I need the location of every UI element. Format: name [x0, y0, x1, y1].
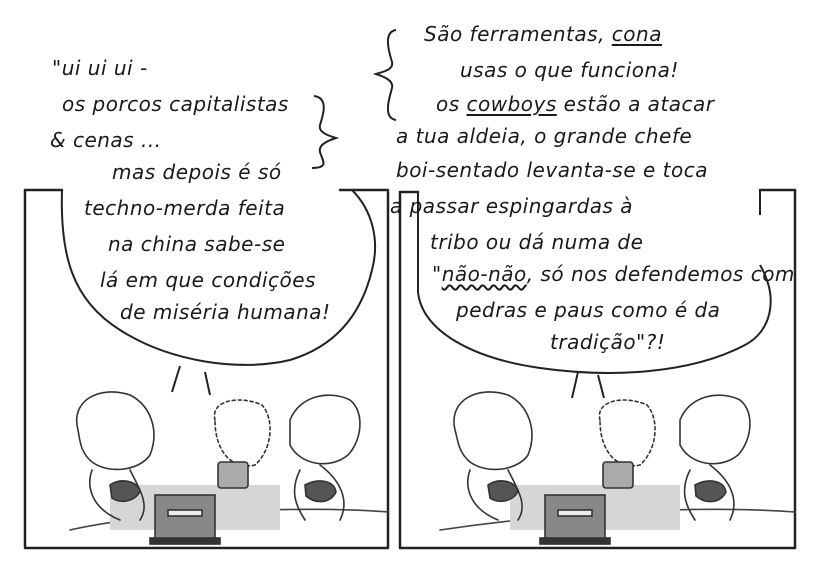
right-line-10: tradição"?!	[550, 330, 666, 354]
right-line-1	[424, 22, 662, 46]
right-speech-balloon	[418, 190, 771, 398]
right-panel-characters	[440, 392, 795, 544]
right-line-6: a passar espingardas à	[390, 194, 634, 218]
left-line-8: de miséria humana!	[120, 300, 331, 324]
left-panel-characters	[70, 392, 388, 544]
left-line-4: mas depois é só	[112, 160, 282, 184]
right-line-7: tribo ou dá numa de	[430, 230, 644, 254]
right-line-5: boi-sentado levanta-se e toca	[396, 158, 709, 182]
left-line-6: na china sabe-se	[108, 232, 286, 256]
right-line-8b-underlined: não-não	[441, 262, 527, 286]
left-line-1: "ui ui ui -	[52, 56, 148, 80]
brace-left-bubble	[312, 96, 336, 168]
right-line-8a: "	[432, 262, 442, 286]
right-line-8	[432, 262, 795, 286]
left-line-7: lá em que condições	[100, 268, 316, 292]
right-line-3c: estão a atacar	[563, 92, 715, 116]
right-line-3b-underlined: cowboys	[466, 92, 557, 116]
left-line-5: techno-merda feita	[84, 196, 286, 220]
right-line-3a: os	[436, 92, 460, 116]
right-line-2: usas o que funciona!	[460, 58, 679, 82]
right-line-4: a tua aldeia, o grande chefe	[396, 124, 693, 148]
right-line-1b-underlined: cona	[611, 22, 662, 46]
right-panel-top-border	[400, 190, 795, 192]
left-line-2: os porcos capitalistas	[62, 92, 289, 116]
brace-right-bubble	[376, 30, 396, 120]
right-line-9: pedras e paus como é da	[456, 298, 721, 322]
right-line-1a: São ferramentas,	[424, 22, 605, 46]
right-line-3	[436, 92, 715, 116]
left-line-3: & cenas ...	[50, 128, 162, 152]
left-speech-balloon	[62, 190, 375, 395]
right-line-8c: , só nos defendemos com	[526, 262, 795, 286]
